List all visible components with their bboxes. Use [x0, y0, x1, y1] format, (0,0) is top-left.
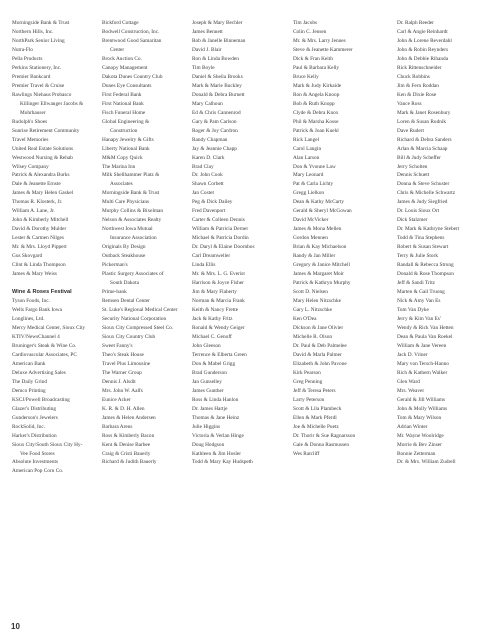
- donor-entry: Bonnie Zetterman: [397, 450, 436, 457]
- donor-entry: Dr. James Hartje: [192, 405, 228, 412]
- donor-entry: Morningside Bank & Trust: [12, 20, 70, 26]
- donor-entry: James & Margaret Moir: [293, 271, 344, 278]
- donor-entry: Rick Langel: [293, 136, 320, 143]
- donor-entry: Donald & Debra Burnett: [192, 91, 245, 98]
- donor-entry: Norman & Marcia Frank: [192, 298, 245, 305]
- donor-entry: John & Robin Reynders: [397, 46, 449, 53]
- donor-entry: Rich & Kathern Walker: [397, 369, 448, 376]
- donor-entry: Doug Hodgson: [192, 441, 225, 448]
- donor-entry: Pella Products: [12, 55, 43, 62]
- donor-entry: Adrian Winter: [397, 423, 428, 430]
- donor-entry: Craig & Cristi Bauerly: [102, 450, 151, 457]
- donor-entry: American Bank: [12, 360, 46, 367]
- donor-entry: Remsen Dental Center: [102, 298, 150, 305]
- donor-entry: Gordon Mennen: [293, 235, 328, 242]
- donor-entry: Chuck Robbins: [397, 73, 430, 80]
- donor-entry: Patrick & Joan Kuehl: [293, 127, 339, 134]
- donor-entry: Mr. & Mrs. Lloyd Pippert: [12, 244, 67, 251]
- donor-entry: Sunrise Retirement Community: [12, 127, 80, 134]
- donor-entry: Demco Printing: [12, 387, 46, 394]
- donor-entry: David & Dorothy Mulder: [12, 226, 67, 233]
- donor-entry-continuation: Center: [110, 46, 125, 53]
- donor-entry: Rob & Janelle Binneman: [192, 37, 246, 44]
- donor-entry: Dr. Louis Sioux Ort: [397, 208, 440, 215]
- donor-entry: Loren & Susan Rudnik: [397, 118, 446, 125]
- donor-entry: Donna & Steve Schuster: [397, 181, 450, 188]
- donor-entry: Dennis Schuett: [397, 172, 430, 179]
- donor-entry: Nutra-Flo: [12, 46, 33, 53]
- donor-entry: Gerald & Jill Williams: [397, 396, 446, 403]
- donor-entry: Bob & Ruth Knopp: [293, 100, 335, 107]
- donor-entry: Wes Ratcliff: [293, 450, 320, 457]
- donor-entry: Colin C. Jensen: [293, 28, 327, 35]
- donor-entry: Dick Stalzmer: [397, 217, 428, 224]
- donor-entry: K. R. & D. H. Allen: [102, 405, 145, 412]
- donor-entry: Westwood Nursing & Rehab: [12, 154, 73, 161]
- donor-entry: Jan Gunselley: [192, 378, 222, 385]
- donor-entry: Bruce Kelly: [293, 73, 319, 80]
- donor-entry: Fisch Funeral Home: [102, 109, 146, 116]
- donor-entry: Dr. & Mrs. William Zudrell: [397, 459, 456, 466]
- donor-entry: Ellen & Mark Pferdl: [293, 414, 337, 421]
- donor-entry: Brian & Kay Michaelson: [293, 244, 347, 251]
- donor-entry: Patrick & Kathryn Murphy: [293, 280, 351, 287]
- donor-entry-continuation: Killinger Ellwanger Jacobs &: [20, 100, 84, 107]
- donor-entry: Kirk Pearson: [293, 369, 321, 376]
- donor-entry: William & Jane Vereen: [397, 342, 447, 349]
- donor-entry: Carol Langin: [293, 145, 322, 152]
- donor-entry: James & Helen Andersen: [102, 414, 156, 421]
- donor-entry: Rick Rittenschneider: [397, 64, 442, 71]
- donor-entry: Tom Van Dyke: [397, 307, 429, 313]
- donor-entry: Fred Davenport: [192, 208, 226, 215]
- donor-entry: Carl Dreamweller: [192, 253, 231, 260]
- donor-entry: Gregg Lielkon: [293, 190, 325, 197]
- donor-entry: M&M Copy Quick: [102, 154, 143, 161]
- donor-entry-continuation: Mohrhauser: [20, 109, 46, 116]
- section-heading: Wine & Roses Festival: [12, 289, 72, 296]
- donor-entry: Phil & Marsha Kosse: [293, 118, 339, 125]
- donor-entry: KTIV/NewsChannel 4: [12, 333, 60, 340]
- donor-entry: Roger & Joy Cardron: [192, 127, 238, 134]
- donor-entry: John & Debbie Rihanda: [397, 55, 449, 62]
- donor-entry: Kathleen & Jim Hosler: [192, 450, 241, 457]
- donor-entry: KSCJ/Powell Broadcasting: [12, 396, 70, 403]
- donor-entry: James & Judy Siegfried: [397, 199, 448, 206]
- donor-entry: Mr. & Mrs. L. G. Everist: [192, 271, 245, 278]
- donor-entry: Harrison & Joyce Fisher: [192, 280, 244, 287]
- donor-entry: Northwest Iowa Mutual: [102, 226, 153, 233]
- donor-entry: Steve & Jeanette Kammerer: [293, 46, 353, 53]
- donor-entry: Security National Corporation: [102, 315, 167, 322]
- donor-entry: Absolute Investments: [12, 459, 59, 466]
- donor-entry: Gerald & Sheryl McGowan: [293, 208, 352, 215]
- donor-entry: Brentwood Good Samaritan: [102, 37, 162, 44]
- donor-entry: William A. Lane, Jr.: [12, 208, 55, 215]
- donor-entry: Ken & Dixie Rose: [397, 91, 437, 98]
- donor-entry: The Warner Group: [102, 369, 142, 376]
- donor-entry: Dean & Kathy McCarty: [293, 199, 345, 206]
- donor-entry: Ross & Kimberly Bacon: [102, 432, 155, 439]
- donor-entry: Tom & Mary Wilson: [397, 414, 442, 421]
- donor-entry: Cardiovascular Associates, PC: [12, 351, 77, 358]
- donor-entry: Multi Care Physicians: [102, 199, 150, 206]
- donor-entry: Bill & Judy Scheffer: [397, 154, 441, 161]
- donor-entry: Mark & Marie Buckley: [192, 82, 242, 89]
- donor-entry: Jim & Fern Roddan: [397, 82, 439, 89]
- donor-column-3: [192, 19, 255, 467]
- donor-entry: Mrs. Weaver: [397, 387, 425, 394]
- donor-entry: Mercy Medical Center, Sioux City: [12, 324, 86, 331]
- donor-entry: Richard & Judith Bauerly: [102, 459, 157, 466]
- donor-entry: Glen Ward: [397, 378, 420, 385]
- donor-entry: Jim & Mary Flaherty: [192, 289, 237, 296]
- donor-entry: Ed & Chris Cannenrod: [192, 109, 241, 116]
- donor-entry: Mr. Wayne Woolridge: [397, 432, 444, 439]
- donor-entry: Todd & Tina Stephens: [397, 235, 445, 242]
- donor-entry: Murphy Collins & Bixelman: [102, 208, 164, 215]
- donor-entry: John Gleeson: [192, 342, 221, 349]
- donor-entry: Don & Yvonne Law: [293, 163, 336, 170]
- donor-entry-continuation: South Dakota: [110, 280, 139, 287]
- donor-entry: Harker's Distribution: [12, 432, 57, 439]
- donor-entry: Mary Calhoun: [192, 100, 223, 107]
- donor-entry: Terrence & Elberta Green: [192, 351, 247, 358]
- donor-entry: Nick & Amy Van Es: [397, 298, 441, 305]
- donor-entry: William & Patricia Derner: [192, 226, 249, 233]
- donor-entry: Elizabeth & John Pavone: [293, 360, 347, 367]
- donor-entry: Julie Higgins: [192, 423, 221, 430]
- donor-entry: RockSolid, Inc.: [12, 423, 46, 430]
- donor-entry: Ron & Linda Bowden: [192, 55, 239, 62]
- donor-entry: James & Mary Helen Gaskel: [12, 190, 74, 197]
- donor-entry-continuation: Construction: [110, 127, 138, 134]
- donor-entry: James Bennett: [192, 28, 223, 35]
- donor-entry: Travel Memories: [12, 136, 49, 143]
- donor-column-4: [293, 19, 355, 458]
- donor-entry: American Pop Corn Co.: [12, 468, 64, 475]
- donor-entry: Peg & Dick Dailey: [192, 199, 233, 206]
- donor-column-5: [397, 19, 459, 467]
- donor-entry: Premier Travel & Cruise: [12, 82, 65, 89]
- donor-entry: Wells Fargo Bank Iowa: [12, 307, 62, 313]
- donor-entry: Longlines, Ltd.: [12, 315, 45, 322]
- donor-entry: Gale & Donna Rasmussen: [293, 441, 350, 448]
- donor-entry: Canopy Management: [102, 64, 148, 71]
- donor-entry: Prime-bank: [102, 289, 127, 296]
- donor-entry: James Gunther: [192, 387, 224, 394]
- donor-entry: Tim Jacobs: [293, 20, 318, 26]
- donor-entry: Sioux City/South Sioux City Hy-: [12, 441, 83, 448]
- donor-entry: Plastic Surgery Associates of: [102, 271, 164, 278]
- donor-entry: Eunice Acker: [102, 396, 131, 403]
- donor-entry: Mary Leonard: [293, 172, 324, 179]
- donor-entry: Dr. Daryl & Elaine Doornbos: [192, 244, 255, 251]
- donor-entry: Todd & Mary Kay Hudspeth: [192, 459, 253, 466]
- donor-entry: Dr. Ralph Reeder: [397, 20, 434, 26]
- donor-entry: Hanapy Jewelry & Gifts: [102, 136, 154, 143]
- donor-entry: Don & Mabel Grigg: [192, 360, 236, 367]
- donor-entry: Dean & Paula Van Roekel: [397, 333, 453, 340]
- donor-entry: Premier Bankcard: [12, 73, 51, 80]
- donor-entry: Randy Chapman: [192, 136, 228, 143]
- donor-entry: Jan Costet: [192, 190, 214, 197]
- donor-entry: Ron & Angela Knoop: [293, 91, 340, 98]
- donor-entry: Dickson & Jane Olivier: [293, 324, 344, 331]
- donor-entry-continuation: Associates: [110, 181, 133, 188]
- donor-entry: First Federal Bank: [102, 91, 142, 98]
- donor-entry: Mr. & Mrs. Larry Jennes: [293, 37, 346, 44]
- donor-entry-continuation: Vee Food Stores: [20, 450, 55, 457]
- donor-entry: Rudolph's Shoes: [12, 118, 48, 125]
- donor-entry: Dr. John Cook: [192, 172, 223, 179]
- donor-entry: James & Mary Weiss: [12, 271, 57, 278]
- donor-entry: Brad Gunderson: [192, 369, 227, 376]
- donor-entry: The Marina Inn: [102, 163, 136, 170]
- donor-entry: Theo's Steak House: [102, 351, 144, 358]
- donor-entry: Thomas R. Klosterk, Jr.: [12, 199, 63, 206]
- donor-entry: Gunderson's Jewelers: [12, 414, 58, 421]
- donor-entry: Randall & Rebecca Strong: [397, 262, 454, 269]
- donor-entry: David McVicker: [293, 217, 329, 224]
- donor-entry-continuation: Insurance Association: [110, 235, 157, 242]
- donor-entry: Paul & Barbara Kelly: [293, 64, 340, 71]
- donor-entry: Carl & Angie Reinhardt: [397, 28, 448, 35]
- donor-entry: Perkins Stationery, Inc.: [12, 64, 62, 71]
- donor-entry: Glazer's Distributing: [12, 405, 57, 412]
- donor-entry: Kent & Denise Barbee: [102, 441, 151, 448]
- donor-entry: David J. Blair: [192, 46, 222, 53]
- donor-entry: Donald & Rose Thompson: [397, 271, 454, 278]
- donor-entry: Dr. Thorir & Sue Ragnarsson: [293, 432, 356, 439]
- donor-entry: Randy & Jan Miller: [293, 253, 336, 260]
- donor-entry: Michael C. Genoff: [192, 333, 232, 340]
- donor-entry: Richard & Debra Sanders: [397, 136, 452, 143]
- donor-entry: Marten & Gail Truong: [397, 289, 445, 296]
- donor-entry: St. Luke's Regional Medical Center: [102, 307, 178, 313]
- donor-entry: Morningside Bank & Trust: [102, 190, 160, 197]
- donor-entry: Terry & Julie Stork: [397, 253, 438, 260]
- donor-entry: Mrs. John W. Aalfs: [102, 387, 143, 394]
- donor-entry: Daniel & Sheila Brooks: [192, 73, 243, 80]
- donor-entry: Morrie & Bev Zinser: [397, 441, 442, 448]
- donor-entry: Ross & Linda Hanlon: [192, 396, 239, 403]
- donor-entry: Outback Steakhouse: [102, 253, 146, 260]
- donor-entry: Pat & Carla Lichty: [293, 181, 334, 188]
- donor-entry: Travel Plus Limousine: [102, 360, 151, 367]
- donor-entry: Dale & Jeanette Ernste: [12, 181, 61, 188]
- donor-entry: Clint & Linda Thompson: [12, 262, 66, 269]
- donor-entry: Barbara Arens: [102, 423, 133, 430]
- donor-entry: Dunes Eye Consultants: [102, 82, 152, 89]
- donor-entry: Karen D. Clark: [192, 154, 225, 161]
- donor-entry: Joseph & Mary Bechler: [192, 20, 243, 26]
- donor-entry: Larry Peterson: [293, 396, 325, 403]
- donor-entry: Victoria & Verlan Hinge: [192, 432, 244, 439]
- donor-entry: Tyson Foods, Inc.: [12, 298, 50, 305]
- donor-entry: First National Bank: [102, 100, 144, 107]
- donor-entry: Wendy & Rick Van Hetten: [397, 324, 454, 331]
- donor-entry: United Real Estate Solutions: [12, 145, 74, 152]
- donor-entry: Thomas & Jane Heinz: [192, 414, 240, 421]
- donor-entry: Rawlings Niehaus Probasco: [12, 91, 72, 98]
- donor-entry: David & Marla Palmer: [293, 351, 342, 358]
- donor-entry: Joe & Michelle Puetz: [293, 423, 339, 430]
- donor-entry: Nelson & Associates Realty: [102, 217, 162, 224]
- donor-entry: Milk Shellhammer Piatz &: [102, 172, 160, 179]
- donor-entry: John & Kimberly Mitchell: [12, 217, 69, 224]
- donor-entry: John & Molly Williams: [397, 405, 448, 412]
- donor-entry: James & Mona Mellen: [293, 226, 342, 233]
- donor-entry: Michael & Patricia Dordin: [192, 235, 249, 242]
- donor-entry: Jerry Scholten: [397, 163, 428, 170]
- donor-entry: Lester & Carmen Nilges: [12, 235, 64, 242]
- donor-entry: Originals By Design: [102, 244, 146, 251]
- donor-entry: Jay & Jeannie Chapp: [192, 145, 237, 152]
- donor-entry: Jeff & Teresa Peters: [293, 387, 336, 394]
- donor-entry: Mark & Janet Rosenbury: [397, 109, 451, 116]
- donor-entry: Dr. Mark & Kathryne Stebert: [397, 226, 460, 233]
- donor-entry: Ken O'Dea: [293, 315, 317, 322]
- donor-entry: Mark & Judy Kirkaide: [293, 82, 342, 89]
- donor-column-2: [102, 19, 178, 467]
- donor-entry: Bodwell Construction, Inc.: [102, 28, 160, 35]
- donor-entry: Gary & Pam Carlson: [192, 118, 237, 125]
- spacer: [12, 279, 85, 288]
- donor-entry: Carter & Colleen Dennis: [192, 217, 245, 224]
- donor-entry: Pickerman's: [102, 262, 128, 269]
- donor-entry: Mary von Tersch-Hanno: [397, 360, 449, 367]
- donor-entry: NorthPark Senior Living: [12, 37, 65, 44]
- donor-entry: Clyde & Debra Knox: [293, 109, 339, 116]
- donor-entry: Dick & Fran Keith: [293, 55, 333, 62]
- donor-entry: John & Lorene Reverdahl: [397, 37, 452, 44]
- donor-entry: Brock Auction Co.: [102, 55, 142, 62]
- donor-entry: Keith & Nancy Frette: [192, 307, 239, 313]
- donor-entry: Patrick & Alexandra Burks: [12, 172, 70, 179]
- page-number: 10: [11, 622, 20, 631]
- donor-entry: Ronald & Wendy Geiger: [192, 324, 245, 331]
- donor-entry: Alan Larson: [293, 154, 320, 161]
- donor-entry: Sioux City Compressed Steel Co.: [102, 324, 174, 331]
- donor-entry: Chris & Michelle Schwartz: [397, 190, 456, 197]
- donor-entry: Deluxe Advertising Sales: [12, 369, 66, 376]
- donor-entry: Brad Clay: [192, 163, 214, 170]
- donor-entry: Mary Helen Nitzschke: [293, 298, 341, 305]
- donor-entry: Gary L. Nitzschke: [293, 307, 332, 313]
- donor-entry: Jerry & Kim Van Es': [397, 315, 441, 322]
- donor-entry: Dave Rudert: [397, 127, 424, 134]
- donor-entry: Wilsey Company: [12, 163, 49, 170]
- donor-entry: Robert & Susan Stewart: [397, 244, 449, 251]
- donor-entry: Gregory & Janice Mitchell: [293, 262, 350, 269]
- donor-entry: Gus Skovgard: [12, 253, 43, 260]
- donor-entry: Liberty National Bank: [102, 145, 150, 152]
- donor-entry: Jeff & Sandi Tritz: [397, 280, 436, 287]
- donor-entry: Jack D. Vriner: [397, 351, 428, 358]
- donor-entry: Dakota Dunes Country Club: [102, 73, 163, 80]
- donor-entry: Shawn Corbett: [192, 181, 224, 188]
- donor-entry: Tim Boyle: [192, 64, 215, 71]
- donor-entry: Bruninger's Steak & Wine Co.: [12, 342, 77, 349]
- donor-entry: Northern Hills, Inc.: [12, 28, 54, 35]
- donor-entry: Global Engineering &: [102, 118, 150, 125]
- donor-entry: Arlan & Marcia Schaap: [397, 145, 448, 152]
- donor-entry: Vance Ross: [397, 100, 422, 107]
- donor-entry: Bickford Cottage: [102, 20, 139, 26]
- donor-entry: Dr. Paul & Deb Palmelee: [293, 342, 347, 349]
- donor-entry: Scott & Lila Plambeck: [293, 405, 342, 412]
- donor-entry: Michelle R. Olson: [293, 333, 332, 340]
- donor-entry: Jack & Kathy Fritz: [192, 315, 233, 322]
- donor-entry: Linda Ellis: [192, 262, 216, 269]
- donor-entry: The Daily Grind: [12, 378, 48, 385]
- donor-entry: Greg Penning: [293, 378, 323, 385]
- donor-entry: Sweet Fanny's: [102, 342, 133, 349]
- donor-entry: Scott D. Nielsen: [293, 289, 328, 296]
- donor-entry: Dennis J. Alsdit: [102, 378, 136, 385]
- donor-entry: Sioux City Country Club: [102, 333, 156, 340]
- donor-column-1: [12, 19, 85, 476]
